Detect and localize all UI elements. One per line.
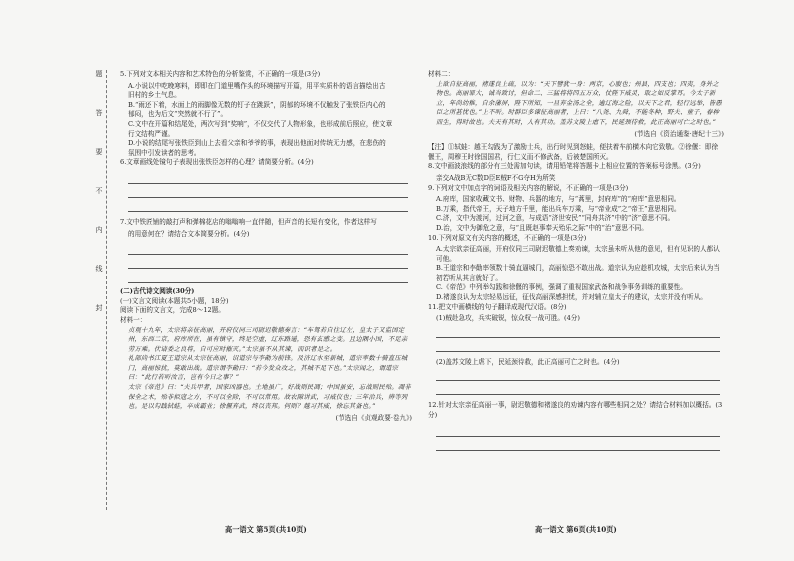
binding-char: 不	[95, 187, 103, 195]
option-9b: B.万乘，指代帝王，天子地方千里，能出兵车万乘，与“帝业成”之“帝王”意思相同。	[436, 204, 681, 213]
question-8: 8.文中画波浪线的部分有三处需加句读，请用铅笔将答题卡上相应位置的答案标号涂黑。(3分)	[428, 162, 701, 171]
option-9a: A.府库，国家收藏文书、财物、兵器的地方，与“蒿里，封府库”的“府库”意思相同。	[436, 195, 681, 204]
question-12: 12.针对太宗亲征高丽一事，尉迟敬德和褚遂良的劝谏内容有哪些相同之处？请结合材料加以概括。(3分)	[428, 401, 723, 420]
binding-char: 题	[95, 70, 103, 78]
option-10a: A.太宗欲亲征高丽，开府仪同三司尉迟敬德上奏劝谏，太宗虽未听从他的意见，但有见识的人都认可他。	[436, 245, 720, 263]
instruction: 阅读下面的文言文，完成8～12题。	[120, 306, 225, 315]
answer-line[interactable]	[436, 381, 720, 395]
answer-line[interactable]	[128, 198, 408, 212]
left-page-column	[120, 70, 412, 427]
binding-char: 要	[95, 148, 103, 156]
source-citation: (节选自《资治通鉴·唐纪十三》)	[634, 129, 724, 138]
passage-paragraph-1: 贞观十九年，太宗将亲征高丽，开府仪同三司尉迟敬德奏言：“车驾若自往辽左，皇太子又监国定州，东西二京，府库所在，虽有镇守，终是空虚，辽东路遥，恐有玄感之变。且边隅小国，不足亲劳万乘。伏请委之良将，自可应时摧灭。”太宗虽不从其谏，而识者是之。	[128, 326, 408, 353]
question-11: 11.把文中画横线的句子翻译成现代汉语。(8分)	[428, 302, 567, 311]
passage-paragraph-3: 太宗《帝范》曰：“夫兵甲者，国家凶器也。土地虽广，好战则民凋；中国虽安，忘战则民殆。凋非保全之术，殆非拟寇之方，不可以全除，不可以常用。故农隙讲武，习威仪也；三年治兵，辨等列也。是以勾践轼蛙，卒成霸业；徐偃弃武，终以丧邦。何则？越习其威，徐忘其备也。”	[128, 384, 411, 411]
option-5a-line1: A.小说以中吃晚寒料，即即在门道里嘴作头的环境描写开篇，用平实质朴的语言描绘出古	[128, 81, 386, 90]
option-5c-line1: C.文中在开篇和结尾处，两次写到“奖响”，不仅交代了人物形象，也形成前后照应，使文章	[128, 119, 393, 128]
answer-line[interactable]	[436, 324, 720, 338]
question-7-cont: 的用意何在？请结合文本简要分析。(4分)	[128, 229, 250, 238]
option-9d: D.治，文中为御危之意，与“且既赵事奉天殆乐之际”中的“治”意思不同。	[436, 223, 648, 232]
right-page-column	[428, 70, 724, 451]
question-6: 6.文章画线处镜句子表现出张铁臣怎样的心理？请简要分析。(4分)	[120, 158, 314, 167]
question-11-part1: (1)贼赴急攻，兵实破锐，惊众权一战可胜。(4分)	[436, 314, 580, 323]
binding-line	[92, 70, 107, 510]
option-10b: B.王道宗和李勣率领数十骑直逼城门，高丽惊恐不敢出战。道宗认为应趁机攻城，太宗后来认为当初若听从其言就好了。	[436, 264, 720, 282]
source-citation: (节选自《贞观政要·卷九》)	[335, 413, 412, 422]
answer-line[interactable]	[128, 241, 408, 255]
option-5b-line1: B.“雨还下着，水面上的雨脚像无数的钉子在跳跃”，阴郁的环境不仅触发了张铁臣内心的	[128, 100, 386, 109]
material-1-label: 材料一：	[120, 315, 147, 324]
option-5a-line2: 旧村的乡土气息。	[128, 91, 181, 100]
question-8-options: 亲交A战B无C数D臣E贼F不G夺H为所笑	[436, 173, 556, 182]
option-5b-line2: 郁闷，也为后文“突然就不行了”。	[128, 110, 228, 119]
binding-char: 答	[95, 109, 103, 117]
answer-line[interactable]	[128, 184, 408, 198]
material-2-label: 材料二：	[428, 70, 455, 78]
question-11-part2: (2)盖苏文陵上虐下，民延颈待救，此正高丽可亡之时也。(4分)	[436, 357, 620, 366]
passage-paragraph-4: 上欲自征高丽，褚遂良上疏，以为：“天下譬犹一身：两京，心腹也；州县，四支也；四夷，身外之物也。高丽罪大，诚当致讨，但命二、三猛将将四五万众，仗陛下威灵，取之如反掌耳。今太子新立，年尚幼稚，自余藩屏，陛下所知，一旦弃金汤之全，逾辽海之险，以天下之君，轻行远举，皆愚臣之所甚忧也。”上不听。时群臣多谏征高丽者，上曰：“八尧、九舜，不能冬种，野夫、童子，春种而生，得时故也。夫天有其时，人有其功。盖苏文陵上虐下，民延颈待救，此正高丽可亡之时也。”	[436, 80, 722, 126]
option-9c: C.济，文中为渡河，过河之意，与成语“济世安民”“同舟共济”中的“济”意思不同。	[436, 214, 675, 223]
question-10: 10.下列对原文有关内容的概述，不正确的一项是(3分)	[428, 233, 587, 242]
binding-char: 封	[95, 304, 103, 312]
question-7: 7.文中铁匠铺的敲打声和弹棉花店的嗡嗡响一直伴随，但声音的长短有变化，作者这样写	[120, 217, 377, 226]
answer-line[interactable]	[436, 437, 720, 451]
question-5: 5.下列对文本相关内容和艺术特色的分析鉴赏，不正确的一项是(3分)	[120, 70, 321, 78]
passage-paragraph-2: 礼部尚书江夏王道宗从太宗征高丽，诏道宗与李勣为前锋。及济辽水至新城，道宗率数十骑直压城门，高丽惊扰，莫敢出战。道宗谓李勣曰：“若今发众攻之，其城不足下也。”太宗闻之，谓道宗曰：“此行若听汝言，岂有今日之事？”	[128, 355, 408, 382]
annotation-note: 【注】①轼蛙：越王勾践为了激励士兵，出行时见到怒蛙，便扶着车前横木向它致敬。②徐偃：即徐偃王，周穆王时徐国国君，行仁义而不修武备，后被楚国所灭。	[428, 143, 719, 161]
option-5d-line2: 氛围中引发读者的思考。	[128, 148, 201, 157]
page-footer-right: 高一语文 第6页(共10页)	[535, 525, 617, 534]
answer-line[interactable]	[128, 255, 408, 269]
section-title: (二)古代诗文阅读(30分)	[120, 287, 195, 296]
answer-line[interactable]	[436, 338, 720, 352]
option-10d: D.褚遂良认为太宗轻易远征，征伐高丽深感担忧，并对辅立皇太子的建议，太宗并没有听从。	[436, 293, 707, 302]
binding-char: 内	[95, 226, 103, 234]
page-footer-left: 高一语文 第5页(共10页)	[225, 525, 307, 534]
answer-line[interactable]	[128, 269, 408, 283]
subsection-title: (一)文言文阅读(本题共5小题，18分)	[120, 296, 229, 305]
answer-line[interactable]	[128, 170, 408, 184]
binding-char: 线	[95, 265, 103, 273]
option-5c-line2: 行文结构严谨。	[128, 129, 175, 138]
answer-line[interactable]	[436, 367, 720, 381]
option-10c: C.《帝范》中列举勾践和徐偃的事例，强调了重视国家武备和战争事务训练的重要性。	[436, 283, 687, 292]
option-5d-line1: D.小说的结尾写张铁臣到山上去看父亲和爷爷的事，表现出他面对传统无力感，在悲伤的	[128, 139, 386, 148]
answer-line[interactable]	[436, 423, 720, 437]
question-9: 9.下列对文中加点字的词语及相关内容的解说，不正确的一项是(3分)	[428, 183, 629, 192]
